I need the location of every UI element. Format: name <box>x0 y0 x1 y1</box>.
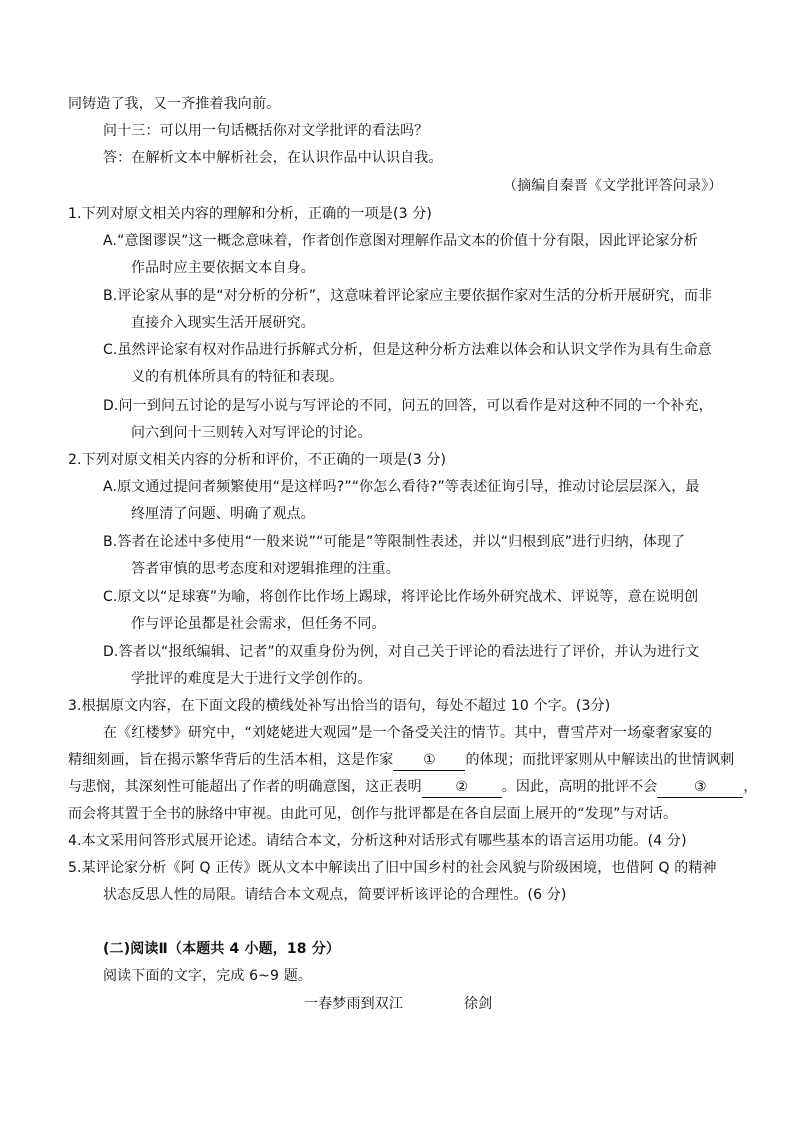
question-5-stem: 5.某评论家分析《阿 Q 正传》既从文本中解读出了旧中国乡村的社会风貌与阶级困境，也借阿 Q 的精神 <box>68 860 717 876</box>
reading-2-section-title: (二)阅读Ⅱ（本题共 4 小题，18 分） <box>103 941 341 957</box>
question-1-stem: 1.下列对原文相关内容的理解和分析，正确的一项是(3 分) <box>68 206 432 222</box>
q3-passage-line-1: 在《红楼梦》研究中，“刘姥姥进大观园”是一个备受关注的情节。其中，曹雪芹对一场豪奢家宴的 <box>103 725 713 741</box>
answer-blank-1[interactable]: ① <box>393 750 465 771</box>
question-2-stem: 2.下列对原文相关内容的分析和评价，不正确的一项是(3 分) <box>68 452 447 468</box>
interview-answer-13: 答：在解析文本中解析社会，在认识作品中认识自我。 <box>103 150 443 166</box>
q3-passage-line-3 <box>68 777 758 798</box>
answer-blank-2[interactable]: ② <box>422 777 502 798</box>
q1-option-a: A.“意图谬误”这一概念意味着，作者创作意图对理解作品文本的价值十分有限，因此评论家分析 <box>103 233 698 249</box>
q3-text: 。因此，高明的批评不会 <box>501 779 658 795</box>
q3-text: 精细刻画，旨在揭示繁华背后的生活本相，这是作家 <box>68 752 394 768</box>
q2-option-d-cont: 学批评的难度是大于进行文学创作的。 <box>131 671 372 687</box>
q3-text: ， <box>743 779 758 795</box>
q1-option-b-cont: 直接介入现实生活开展研究。 <box>131 315 315 331</box>
q2-option-c-cont: 作与评论虽都是社会需求，但任务不同。 <box>131 616 386 632</box>
story-author: 徐剑 <box>464 996 493 1012</box>
q2-option-c: C.原文以“足球赛”为喻，将创作比作场上踢球，将评论比作场外研究战术、评说等，意在说明创 <box>103 589 699 605</box>
q1-option-a-cont: 作品时应主要依据文本自身。 <box>131 260 315 276</box>
source-citation: （摘编自秦晋《文学批评答问录》） <box>503 178 723 194</box>
q2-option-d: D.答者以“报纸编辑、记者”的双重身份为例，对自己关于评论的看法进行了评价，并认为进行文 <box>103 644 700 660</box>
q1-option-c-cont: 义的有机体所具有的特征和表现。 <box>131 369 344 385</box>
q2-option-b: B.答者在论述中多使用“一般来说”“可能是”等限制性表述，并以“归根到底”进行归纳，体现了 <box>103 534 686 550</box>
interview-closing-text: 同铸造了我，又一齐推着我向前。 <box>68 96 281 112</box>
q2-option-a: A.原文通过提问者频繁使用“是这样吗?”“你怎么看待?”等表述征询引导，推动讨论层层深入，最 <box>103 479 700 495</box>
question-4-stem: 4.本文采用问答形式展开论述。请结合本文，分析这种对话形式有哪些基本的语言运用功能。(4 分) <box>68 833 687 849</box>
q1-option-d-cont: 问六到问十三则转入对写评论的讨论。 <box>131 425 372 441</box>
q3-passage-line-2 <box>68 750 734 771</box>
q1-option-d: D.问一到问五讨论的是写小说与写评论的不同，问五的回答，可以看作是对这种不同的一个补充， <box>103 398 713 414</box>
story-title: 一春梦雨到双江 <box>304 996 404 1012</box>
question-5-stem-cont: 状态反思人性的局限。请结合本文观点，简要评析该评论的合理性。(6 分) <box>103 887 567 903</box>
question-3-stem: 3.根据原文内容，在下面文段的横线处补写出恰当的语句，每处不超过 10 个字。(3分) <box>68 698 611 714</box>
answer-blank-3[interactable]: ③ <box>657 777 743 798</box>
q1-option-c: C.虽然评论家有权对作品进行拆解式分析，但是这种分析方法难以体会和认识文学作为具有生命意 <box>103 342 712 358</box>
q1-option-b: B.评论家从事的是“对分析的分析”，这意味着评论家应主要依据作家对生活的分析开展研究，而非 <box>103 288 713 304</box>
q2-option-a-cont: 终厘清了问题、明确了观点。 <box>131 506 315 522</box>
q3-passage-line-4: 而会将其置于全书的脉络中审视。由此可见，创作与批评都是在各自层面上展开的“发现”与对话。 <box>68 806 678 822</box>
reading-2-instruction: 阅读下面的文字，完成 6~9 题。 <box>103 968 312 984</box>
interview-question-13: 问十三：可以用一句话概括你对文学批评的看法吗？ <box>103 123 429 139</box>
q2-option-b-cont: 答者审慎的思考态度和对逻辑推理的注重。 <box>131 561 400 577</box>
q3-text: 的体现；而批评家则从中解读出的世情讽刺 <box>465 752 735 768</box>
q3-text: 与悲悯，其深刻性可能超出了作者的明确意图，这正表明 <box>68 779 422 795</box>
